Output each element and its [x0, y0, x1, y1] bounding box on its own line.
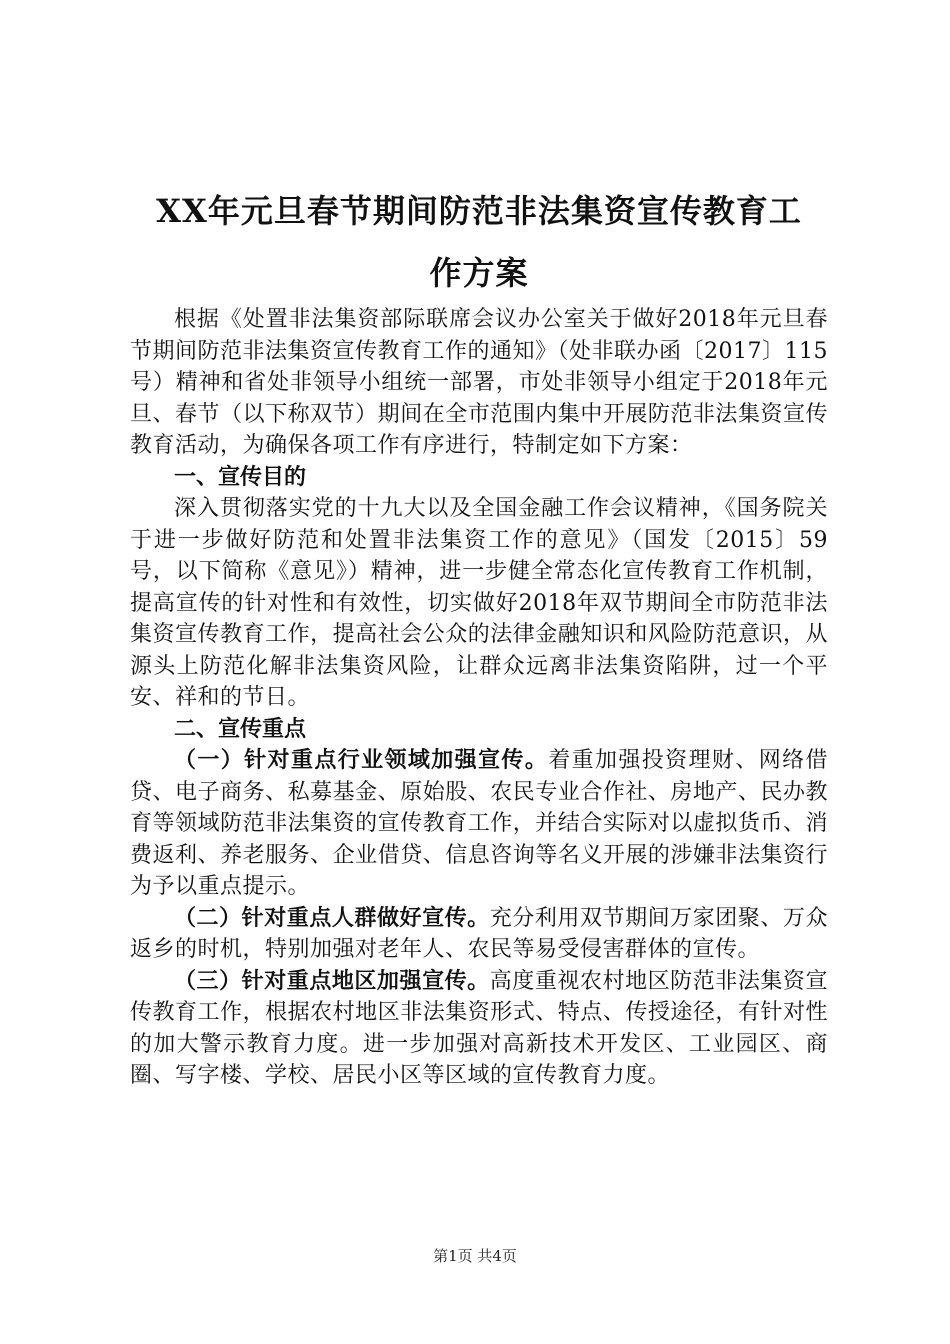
- item-1-lead: （一）针对重点行业领域加强宣传。: [174, 747, 549, 773]
- section-2-item-2: [130, 903, 828, 966]
- section-1-heading: 一、宣传目的: [174, 463, 307, 490]
- section-2-heading: 二、宣传重点: [174, 715, 307, 742]
- section-2-item-1: [130, 745, 828, 903]
- item-2-lead: （二）针对重点人群做好宣传。: [174, 904, 490, 931]
- item-3-body: 高度重视农村地区防范非法集资宣传教育工作，根据农村地区非法集资形式、特点、传授途径，有针对性的加大警示教育力度。进一步加强对高新技术开发区、工业园区、商圈、写字楼、学校、居民小区等区域的宣传教育力度。: [130, 968, 828, 1088]
- item-1-body: 着重加强投资理财、网络借贷、电子商务、私募基金、原始股、农民专业合作社、房地产、民办教育等领域防范非法集资的宣传教育工作，并结合实际对以虚拟货币、消费返利、养老服务、企业借贷、信息咨询等名义开展的涉嫌非法集资行为予以重点提示。: [130, 748, 828, 899]
- section-2-item-3: [130, 966, 828, 1092]
- intro-paragraph: 根据《处置非法集资部际联席会议办公室关于做好2018年元旦春节期间防范非法集资宣传教育工作的通知》（处非联办函〔2017〕115号）精神和省处非领导小组统一部署，市处非领导小组定于2018年元旦、春节（以下称双节）期间在全市范围内集中开展防范非法集资宣传教育活动，为确保各项工作有序进行，特制定如下方案：: [130, 307, 828, 458]
- title-line-1: XX年元旦春节期间防范非法集资宣传教育工: [156, 192, 802, 230]
- page-number-footer: 第1页 共4页: [433, 1247, 517, 1265]
- item-3-lead: （三）针对重点地区加强宣传。: [174, 967, 490, 994]
- item-2-body: 充分利用双节期间万家团聚、万众返乡的时机，特别加强对老年人、农民等易受侵害群体的宣传。: [130, 905, 828, 962]
- document-page: [130, 180, 828, 1092]
- document-title: [130, 180, 828, 304]
- section-1-body: 深入贯彻落实党的十九大以及全国金融工作会议精神，《国务院关于进一步做好防范和处置非法集资工作的意见》（国发〔2015〕59号，以下简称《意见》）精神，进一步健全常态化宣传教育工作机制，提高宣传的针对性和有效性，切实做好2018年双节期间全市防范非法集资宣传教育工作，提高社会公众的法律金融知识和风险防范意识，从源头上防范化解非法集资风险，让群众远离非法集资陷阱，过一个平安、祥和的节日。: [130, 496, 829, 710]
- title-line-2: 作方案: [429, 254, 529, 292]
